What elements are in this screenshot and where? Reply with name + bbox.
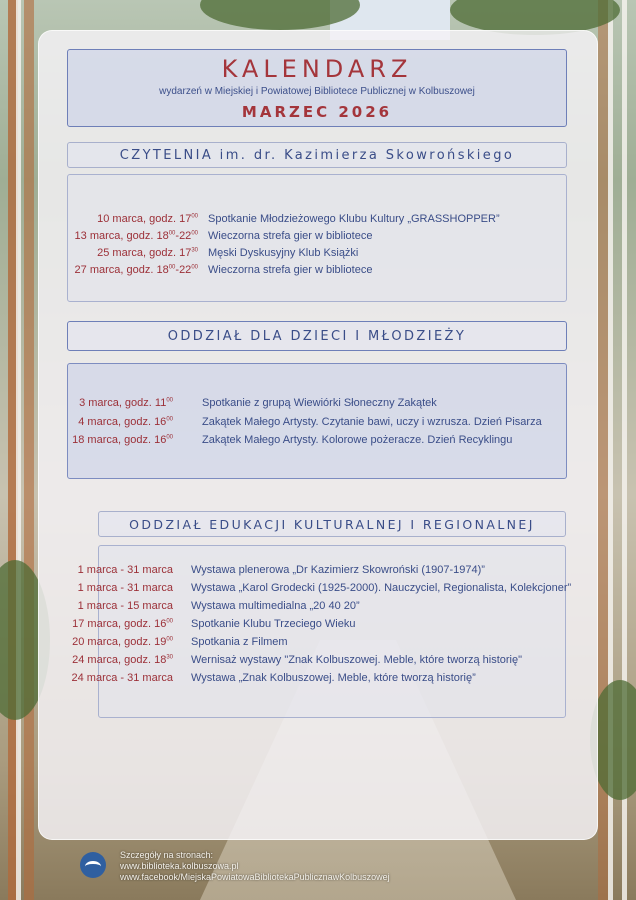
event-date: 25 marca, godz. $17^{30}$ (97, 247, 198, 259)
footer-text (120, 850, 390, 883)
event-title: Spotkanie Klubu Trzeciego Wieku (191, 618, 356, 630)
event-title: Wieczorna strefa gier w bibliotece (208, 264, 373, 276)
page-subtitle: wydarzeń w Miejskiej i Powiatowej Bibliotece Publicznej w Kolbuszowej (159, 86, 475, 97)
event-date: 1 marca - 31 marca (77, 582, 173, 594)
month-label: MARZEC 2026 (241, 103, 393, 121)
event-list-reading-room (67, 174, 567, 302)
event-date: 18 marca, godz. $16^{00}$ (72, 434, 173, 446)
website-link[interactable]: www.biblioteka.kolbuszowa.pl (120, 861, 239, 871)
event-title: Wieczorna strefa gier w bibliotece (208, 230, 373, 242)
event-title: Spotkanie z grupą Wiewiórki Słoneczny Zakątek (202, 397, 437, 409)
section-header-reading-room: CZYTELNIA im. dr. Kazimierza Skowrońskiego (67, 142, 567, 168)
event-title: Wystawa „Znak Kolbuszowej. Meble, które tworzą historię” (191, 672, 476, 684)
event-title: Wernisaż wystawy "Znak Kolbuszowej. Meble, które tworzą historię" (191, 654, 523, 666)
event-date: 24 marca - 31 marca (71, 672, 173, 684)
event-list-culture (71, 545, 572, 718)
section-header-children: ODDZIAŁ DLA DZIECI I MŁODZIEŻY (67, 321, 567, 351)
title-box (67, 49, 567, 127)
event-date: 24 marca, godz. $18^{30}$ (72, 654, 173, 666)
event-date: 17 marca, godz. $16^{00}$ (72, 618, 173, 630)
event-date: 10 marca, godz. $17^{00}$ (97, 213, 198, 225)
facebook-link[interactable]: www.facebook/MiejskaPowiatowaBibliotekaPublicznawKolbuszowej (120, 872, 390, 882)
event-title: Męski Dyskusyjny Klub Książki (208, 247, 359, 259)
page-title: KALENDARZ (221, 55, 413, 83)
event-date: 4 marca, godz. $16^{00}$ (78, 415, 173, 428)
event-title: Zakątek Małego Artysty. Kolorowe pożeracze. Dzień Recyklingu (202, 434, 513, 446)
event-date: 1 marca - 15 marca (77, 600, 173, 612)
event-title: Zakątek Małego Artysty. Czytanie bawi, uczy i wzrusza. Dzień Pisarza (202, 415, 542, 428)
event-date: 1 marca - 31 marca (77, 564, 173, 576)
event-date: 27 marca, godz. $18^{00}-22^{00}$ (74, 264, 198, 276)
footer-line: Szczegóły na stronach: (120, 850, 214, 860)
event-date: 13 marca, godz. $18^{00}-22^{00}$ (74, 230, 198, 242)
event-title: Wystawa multimedialna „20 40 20” (191, 600, 360, 612)
section-header-culture: ODDZIAŁ EDUKACJI KULTURALNEJ I REGIONALNEJ (98, 511, 566, 537)
event-title: Spotkanie Młodzieżowego Klubu Kultury „GRASSHOPPER” (208, 213, 500, 225)
event-date: 3 marca, godz. $11^{00}$ (79, 397, 173, 409)
event-date: 20 marca, godz. $19^{00}$ (72, 636, 173, 648)
event-list-children (67, 363, 567, 479)
event-title: Wystawa „Karol Grodecki (1925-2000). Nauczyciel, Regionalista, Kolekcjoner” (191, 582, 572, 594)
event-title: Wystawa plenerowa „Dr Kazimierz Skowroński (1907-1974)” (191, 564, 485, 576)
library-logo-icon (80, 852, 106, 878)
event-title: Spotkania z Filmem (191, 636, 288, 648)
footer (80, 850, 480, 890)
